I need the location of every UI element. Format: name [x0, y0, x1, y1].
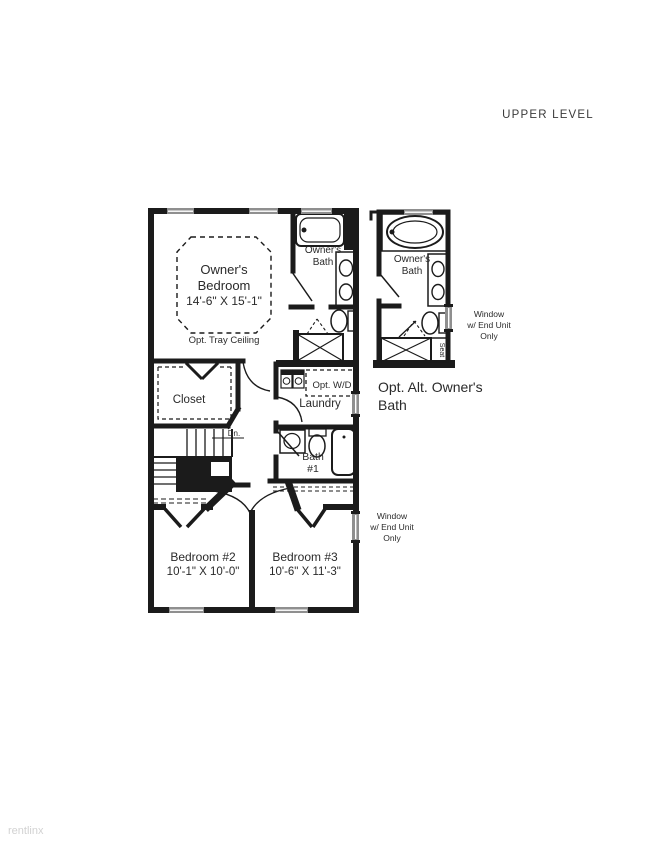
window-icon [351, 511, 360, 543]
closet-label: Closet [172, 394, 206, 406]
bedroom3-label: Bedroom #3 [272, 550, 338, 564]
bath1-label: Bath [302, 451, 324, 463]
bedroom2-label: Bedroom #2 [170, 550, 236, 564]
faucet-icon [302, 228, 307, 233]
tray-ceiling-note: Opt. Tray Ceiling [188, 335, 260, 346]
sink-icon [432, 285, 444, 300]
sink-icon [432, 262, 444, 277]
window-icon [169, 607, 204, 613]
page-title: UPPER LEVEL [502, 109, 594, 121]
window-icon [249, 208, 278, 214]
stairs-dn-label: Dn. [227, 429, 241, 438]
faucet-icon [390, 230, 395, 235]
window-icon [275, 607, 308, 613]
alt-owners-bath-label: Bath [401, 266, 423, 277]
drain-icon [343, 436, 346, 439]
window-icon [351, 391, 360, 417]
laundry-label: Laundry [299, 398, 341, 410]
owners-bedroom-label: Bedroom [197, 278, 251, 293]
seat-label: Seat [438, 342, 445, 358]
sink-icon [340, 284, 353, 300]
owners-bath-fixtures [296, 211, 356, 361]
bedroom3-dims: 10'-6" X 11'-3" [269, 566, 341, 578]
sink-icon [340, 260, 353, 276]
owners-bedroom-door-arc [243, 362, 270, 391]
bedroom2-doors [165, 509, 204, 527]
toilet-icon [331, 310, 347, 332]
owners-bath-label: Owner's [304, 245, 342, 256]
window-note: Only [480, 331, 498, 341]
alt-owners-bath-label: Owner's [393, 254, 431, 265]
bedroom3-doors [297, 509, 325, 527]
alt-bath-title: Bath [378, 397, 407, 413]
closet-doors [186, 363, 218, 379]
window-note: Only [383, 533, 401, 543]
bath1-label: #1 [307, 463, 319, 475]
window-icon [301, 208, 332, 214]
alt-bath-door-leaf [380, 274, 399, 297]
bedroom2-dims: 10'-1" X 10'-0" [166, 566, 240, 578]
window-note: Window [376, 511, 408, 521]
window-icon [167, 208, 194, 214]
window-note: w/ End Unit [370, 522, 414, 532]
window-icon [404, 209, 433, 215]
owners-bedroom-dims: 14'-6" X 15'-1" [186, 294, 262, 308]
owners-bath-label: Bath [312, 257, 334, 268]
closet-shelf-lines [158, 367, 231, 419]
shower-door-leaf [399, 321, 416, 337]
window-icon [444, 304, 453, 332]
alt-bath-title: Opt. Alt. Owner's [378, 379, 483, 395]
window-note: w/ End Unit [467, 320, 511, 330]
owners-bedroom-label: Owner's [200, 262, 248, 277]
opt-wd-label: Opt. W/D [312, 380, 352, 391]
window-note: Window [473, 309, 505, 319]
toilet-icon [422, 312, 438, 334]
watermark: rentlinx [8, 825, 44, 837]
hall-arch-right [250, 488, 290, 513]
alt-bath-fixtures [380, 214, 448, 362]
wc-dashed-door [307, 319, 328, 334]
owners-bath-door-leaf [292, 272, 312, 301]
